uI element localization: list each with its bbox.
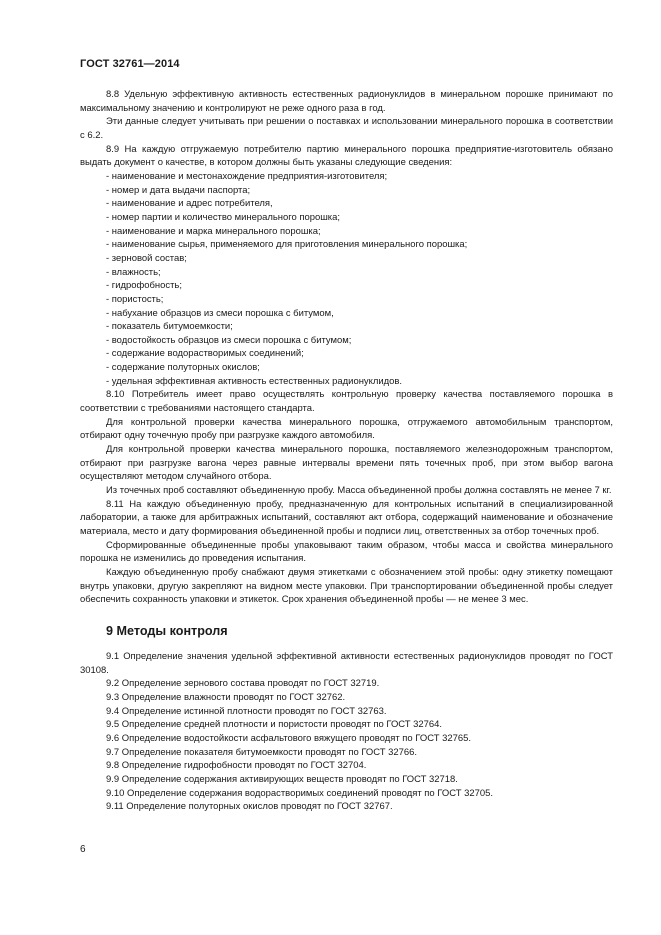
method-item: 9.2 Определение зернового состава проводят по ГОСТ 32719. (106, 678, 380, 690)
list-item: - содержание водорастворимых соединений; (106, 348, 304, 360)
paragraph-labels: Каждую объединенную пробу снабжают двумя этикетками с обозначением этой пробы: одну этикетку помещают внутрь упаковки, другую закрепляют на видном месте упаковки. При транспортировании объединенной пробы следует обеспечить сохранность упаковки и этикеток. Срок хранения объединенной пробы — не менее 3 мес. (80, 566, 613, 606)
control-methods-list (80, 650, 613, 814)
paragraph-road-transport: Для контрольной проверки качества минерального порошка, отгружаемого автомобильным транспортом, отбирают одну точечную пробу при разгрузке каждого автомобиля. (80, 416, 613, 442)
method-item: 9.10 Определение содержания водорастворимых соединений проводят по ГОСТ 32705. (106, 787, 493, 799)
method-item: 9.11 Определение полуторных окислов проводят по ГОСТ 32767. (106, 801, 393, 813)
section-9-title: 9 Методы контроля (106, 623, 228, 638)
list-item: - наименование и марка минерального порошка; (106, 225, 321, 237)
list-item: - набухание образцов из смеси порошка с битумом, (106, 307, 334, 319)
method-item: 9.9 Определение содержания активирующих веществ проводят по ГОСТ 32718. (106, 773, 458, 785)
list-item: - содержание полуторных окислов; (106, 362, 260, 374)
list-item: - зерновой состав; (106, 252, 187, 264)
method-item: 9.6 Определение водостойкости асфальтового вяжущего проводят по ГОСТ 32765. (106, 732, 471, 744)
paragraph-packing: Сформированные объединенные пробы упаковывают таким образом, чтобы масса и свойства минерального порошка не изменились до проведения испытания. (80, 539, 613, 565)
list-item: - показатель битумоемкости; (106, 321, 233, 333)
page-number: 6 (80, 844, 86, 855)
list-item: - водостойкость образцов из смеси порошка с битумом; (106, 334, 352, 346)
paragraph-8-10: 8.10 Потребитель имеет право осуществлять контрольную проверку качества поставляемого порошка в соответствии с требованиями настоящего стандарта. (80, 389, 613, 415)
paragraph-combined-sample: Из точечных проб составляют объединенную пробу. Масса объединенной пробы должна составлять не менее 7 кг. (106, 485, 612, 497)
quality-document-list (80, 170, 613, 389)
list-item: - гидрофобность; (106, 280, 182, 292)
document-code-header: ГОСТ 32761—2014 (80, 58, 180, 70)
paragraph-rail-transport: Для контрольной проверки качества минерального порошка, поставляемого железнодорожным транспортом, отбирают при разгрузке вагона через равные интервалы времени пять точечных проб, при этом выбор вагона осуществляют методом случайного отбора. (80, 444, 613, 483)
method-item: 9.3 Определение влажности проводят по ГОСТ 32762. (106, 691, 346, 703)
paragraph-8-11: 8.11 На каждую объединенную пробу, предназначенную для контрольных испытаний в специализированной лаборатории, а также для арбитражных испытаний, составляют акт отбора, содержащий наименование и обозначение материала, место и дату формирования объединенной пробы и подписи лиц, ответственных за отбор точечных проб. (80, 498, 613, 537)
list-item: - номер партии и количество минерального порошка; (106, 211, 340, 223)
method-item: 9.4 Определение истинной плотности проводят по ГОСТ 32763. (106, 705, 387, 717)
paragraph-8-8: 8.8 Удельную эффективную активность естественных радионуклидов в минеральном порошке принимают по максимальному значению и контролируют не реже одного раза в год. (80, 89, 613, 114)
paragraph-data-usage: Эти данные следует учитывать при решении о поставках и использовании минерального порошка в соответствии с 6.2. (80, 116, 613, 141)
list-item: - наименование сырья, применяемого для приготовления минерального порошка; (106, 239, 468, 251)
list-item: - наименование и местонахождение предприятия-изготовителя; (106, 170, 388, 182)
list-item: - удельная эффективная активность естественных радионуклидов. (106, 375, 403, 387)
list-item: - пористость; (106, 293, 164, 305)
method-item: 9.5 Определение средней плотности и пористости проводят по ГОСТ 32764. (106, 719, 443, 731)
paragraph-8-9: 8.9 На каждую отгружаемую потребителю партию минерального порошка предприятие-изготовитель обязано выдать документ о качестве, в котором должны быть указаны следующие сведения: (80, 143, 613, 169)
method-item: 9.7 Определение показателя битумоемкости проводят по ГОСТ 32766. (106, 746, 418, 758)
method-item: 9.1 Определение значения удельной эффективной активности естественных радионуклидов проводят по ГОСТ 30108. (80, 650, 613, 676)
list-item: - наименование и адрес потребителя, (106, 198, 273, 210)
list-item: - номер и дата выдачи паспорта; (106, 184, 251, 196)
method-item: 9.8 Определение гидрофобности проводят по ГОСТ 32704. (106, 760, 367, 772)
document-body (80, 88, 613, 814)
list-item: - влажность; (106, 266, 161, 278)
